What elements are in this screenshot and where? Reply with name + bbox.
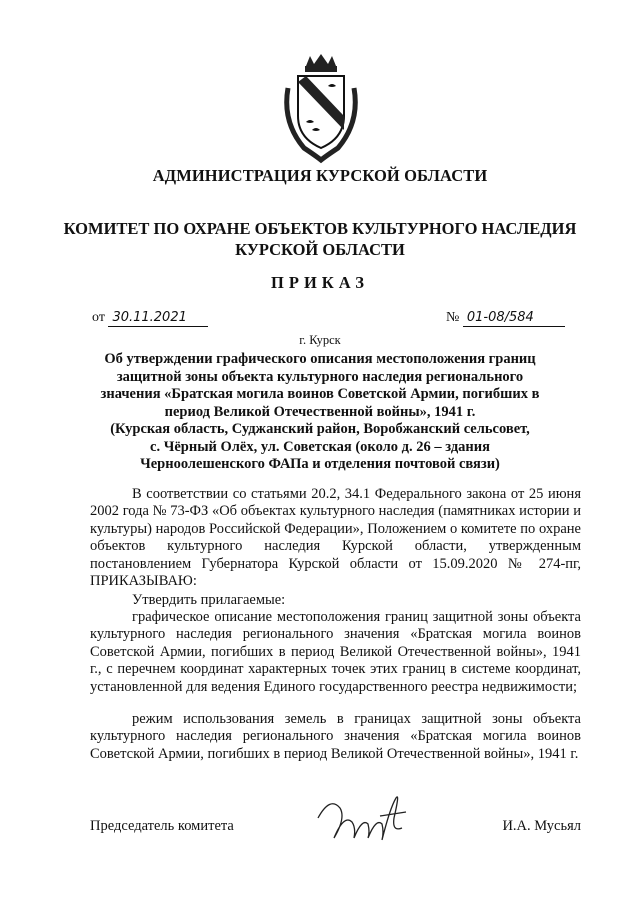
subject-line: период Великой Отечественной войны», 1941 г. [164, 403, 476, 420]
body-paragraph-3: графическое описание местоположения границ защитной зоны объекта культурного наследия регионального значения «Братская могила воинов Советской Армии, погибших в период Великой Отечественной войны», 1941 г., с перечнем координат характерных точек этих границ в системе координат, установленной для ведения Единого государственного реестра недвижимости; [90, 609, 581, 695]
signatory-name: И.А. Мусьял [502, 818, 581, 834]
document-type: ПРИКАЗ [271, 273, 369, 292]
handwritten-signature [310, 788, 420, 846]
number-field [446, 310, 565, 327]
administration-title: АДМИНИСТРАЦИЯ КУРСКОЙ ОБЛАСТИ [152, 166, 488, 185]
signatory-position: Председатель комитета [90, 818, 234, 834]
subject-line: защитной зоны объекта культурного наследия регионального [116, 368, 524, 385]
document-subject [100, 351, 540, 474]
date-value: 30.11.2021 [108, 310, 208, 327]
body-paragraph-2: Утвердить прилагаемые: [132, 592, 286, 608]
body-paragraph-4: режим использования земель в границах защитной зоны объекта культурного наследия регионального значения «Братская могила воинов Советской Армии, погибших в период Великой Отечественной войны», 1941 г. [90, 711, 581, 762]
committee-title [60, 218, 580, 260]
committee-title-line1: КОМИТЕТ ПО ОХРАНЕ ОБЪЕКТОВ КУЛЬТУРНОГО НАСЛЕДИЯ [63, 219, 577, 238]
body-paragraph-1: В соответствии со статьями 20.2, 34.1 Федерального закона от 25 июня 2002 года № 73-ФЗ «Об объектах культурного наследия (памятниках истории и культуры) народов Российской Федерации», Положением о комитете по охране объектов культурного наследия Курской области, утвержденным постановлением Губернатора Курской области от 15.09.2020 № 274-пг, ПРИКАЗЫВАЮ: [90, 486, 581, 590]
subject-line: Об утверждении графического описания местоположения границ [104, 351, 536, 367]
subject-line: (Курская область, Суджанский район, Воробжанский сельсовет, [110, 421, 530, 437]
subject-line: с. Чёрный Олёх, ул. Советская (около д. 26 – здания [150, 438, 490, 455]
committee-title-line2: КУРСКОЙ ОБЛАСТИ [235, 240, 405, 259]
subject-line: значения «Братская могила воинов Советской Армии, погибших в [100, 386, 540, 402]
date-prefix: от [92, 310, 105, 325]
date-field [92, 310, 208, 327]
coat-of-arms-icon [276, 52, 366, 164]
subject-line: Черноолешенского ФАПа и отделения почтовой связи) [140, 456, 500, 472]
number-prefix: № [446, 310, 460, 325]
number-value: 01-08/584 [463, 310, 565, 327]
city: г. Курск [299, 333, 341, 347]
